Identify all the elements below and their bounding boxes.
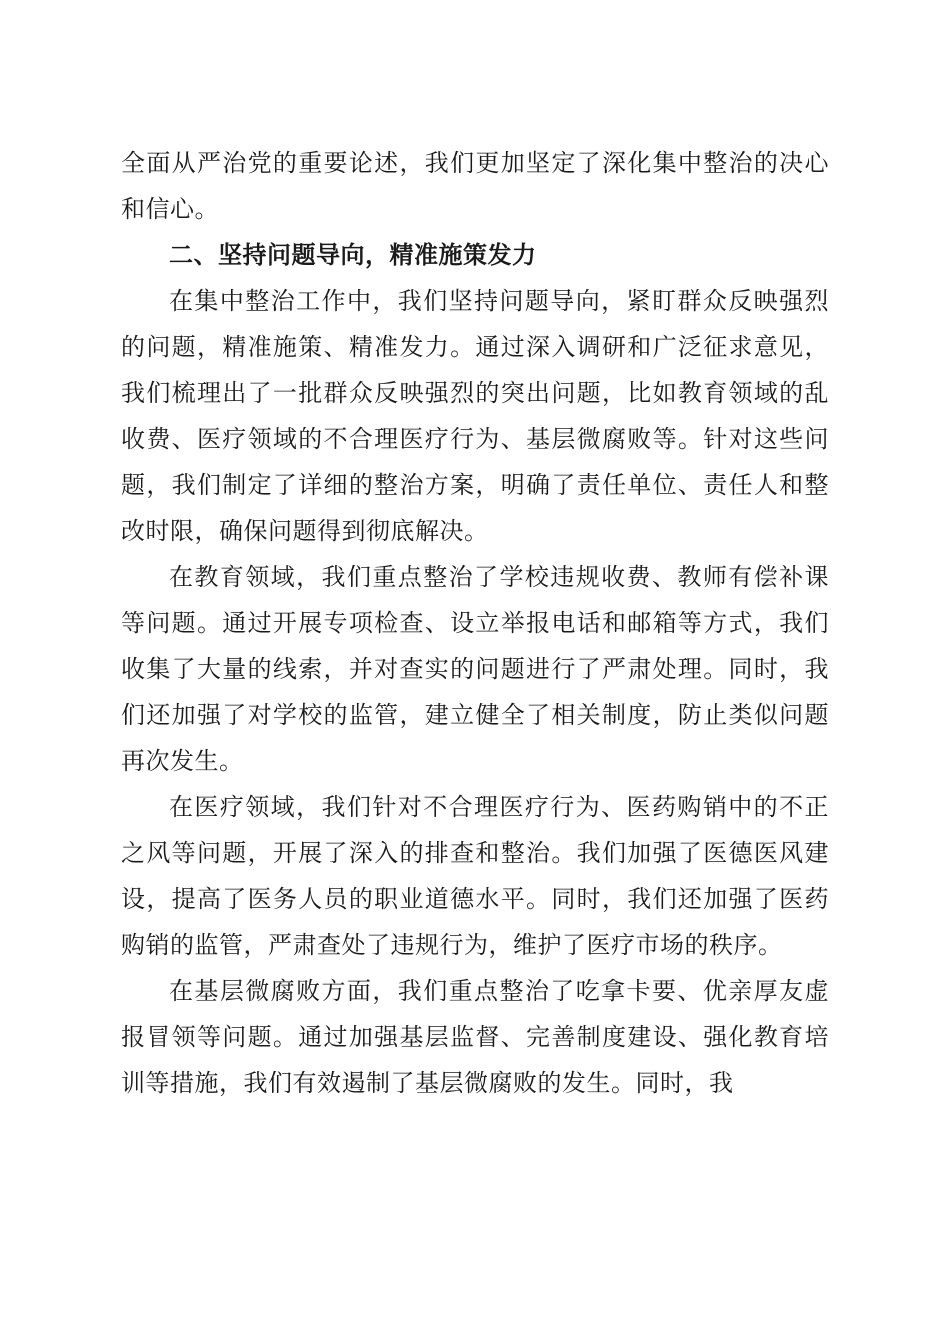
- body-paragraph: 在集中整治工作中，我们坚持问题导向，紧盯群众反映强烈的问题，精准施策、精准发力。通过深入调研和广泛征求意见，我们梳理出了一批群众反映强烈的突出问题，比如教育领域的乱收费、医疗领域的不合理医疗行为、基层微腐败等。针对这些问题，我们制定了详细的整治方案，明确了责任单位、责任人和整改时限，确保问题得到彻底解决。: [121, 287, 829, 545]
- continuation-paragraph: 全面从严治党的重要论述，我们更加坚定了深化集中整治的决心和信心。: [121, 149, 829, 223]
- body-paragraph: 在教育领域，我们重点整治了学校违规收费、教师有偿补课等问题。通过开展专项检查、设立举报电话和邮箱等方式，我们收集了大量的线索，并对查实的问题进行了严肃处理。同时，我们还加强了对学校的监管，建立健全了相关制度，防止类似问题再次发生。: [121, 563, 829, 775]
- section-heading: 二、坚持问题导向，精准施策发力: [169, 241, 537, 269]
- body-paragraph: 在基层微腐败方面，我们重点整治了吃拿卡要、优亲厚友虚报冒领等问题。通过加强基层监督、完善制度建设、强化教育培训等措施，我们有效遏制了基层微腐败的发生。同时，我: [121, 977, 829, 1097]
- document-page: [121, 140, 829, 1106]
- body-paragraph: 在医疗领域，我们针对不合理医疗行为、医药购销中的不正之风等问题，开展了深入的排查和整治。我们加强了医德医风建设，提高了医务人员的职业道德水平。同时，我们还加强了医药购销的监管，严肃查处了违规行为，维护了医疗市场的秩序。: [121, 793, 829, 959]
